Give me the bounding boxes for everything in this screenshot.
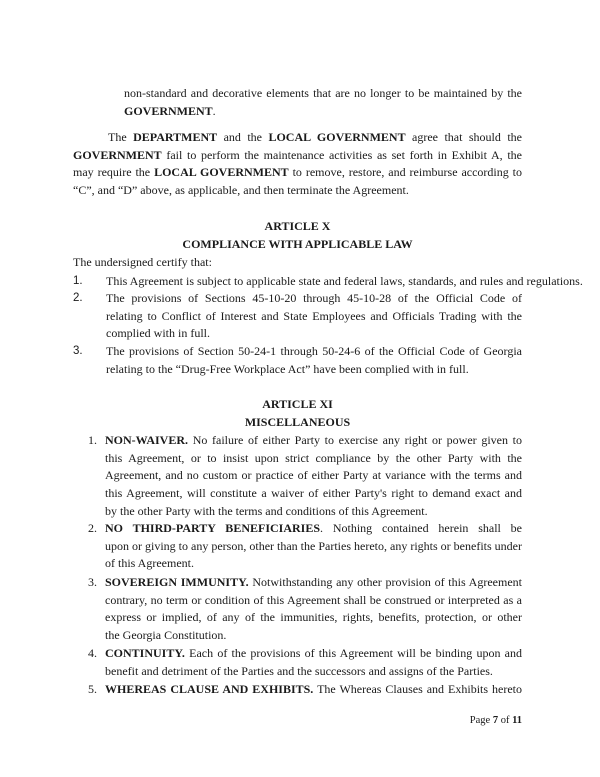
text-line (124, 85, 522, 103)
text-run: . (212, 103, 216, 118)
text-line (105, 450, 522, 468)
text-line (105, 663, 522, 681)
text-line (105, 609, 522, 627)
text-line (105, 485, 522, 503)
text-run: express or implied, of any of the immunities, rights, benefits, protection, or other (105, 610, 522, 625)
text-line (73, 182, 522, 200)
text-line (108, 129, 522, 147)
text-line (73, 254, 522, 272)
text-run: agree that should the (405, 130, 522, 145)
text-line (105, 520, 522, 538)
text-line (73, 147, 522, 165)
text-run: fail to perform the maintenance activities as set forth in Exhibit A, the (161, 147, 522, 162)
text-run: and the (217, 130, 269, 145)
page-total: 11 (512, 715, 522, 726)
section-heading: ARTICLE XI (262, 397, 333, 412)
bold-term: GOVERNMENT (73, 147, 162, 162)
text-line (106, 361, 522, 379)
text-run: “C”, and “D” above, as applicable, and then terminate the Agreement. (73, 183, 409, 197)
bold-term: SOVEREIGN IMMUNITY. (105, 575, 249, 590)
bold-term: CONTINUITY. (105, 646, 185, 661)
list-number: 2. (88, 521, 97, 536)
text-line (105, 467, 522, 485)
text-line (124, 103, 522, 121)
text-run: The provisions of Sections 45-10-20 through 45-10-28 of the Official Code of (106, 291, 522, 306)
section-heading: ARTICLE X (264, 219, 331, 234)
text-run: The Whereas Clauses and Exhibits hereto (317, 682, 522, 697)
text-line (105, 432, 522, 450)
bold-term: NO THIRD-PARTY BENEFICIARIES (105, 521, 321, 536)
page-separator: of (498, 715, 513, 726)
text-run: benefit and detriment of the Parties and the successors and assigns of the Parties. (105, 663, 493, 678)
text-line (105, 538, 522, 556)
text-run: Each of the provisions of this Agreement will be binding upon and (189, 646, 522, 661)
text-run: upon or giving to any person, other than the Parties hereto, any rights or benefits under (105, 538, 522, 553)
text-line (106, 273, 583, 291)
text-line (106, 290, 522, 308)
bold-term: WHEREAS CLAUSE AND EXHIBITS. (105, 682, 314, 697)
text-run: contrary, no term or condition of this Agreement shall be construed or interpreted as a (105, 592, 522, 607)
text-line (105, 503, 522, 521)
text-run: The undersigned certify that: (73, 255, 212, 270)
text-run: this Agreement, will constitute a waiver of either Party's right to demand exact and (105, 486, 522, 500)
text-run: may require the (73, 165, 155, 180)
text-line (106, 343, 522, 361)
list-number: 1. (73, 275, 83, 288)
text-line (105, 681, 522, 699)
text-line (105, 574, 522, 592)
page-current: 7 (492, 715, 499, 726)
text-run: relating to Conflict of Interest and State Employees and Officials Trading with the (106, 308, 522, 323)
text-run: The provisions of Section 50-24-1 through 50-24-6 of the Official Code of Georgia (106, 344, 522, 359)
page-label: Page (469, 715, 493, 726)
text-line (105, 592, 522, 610)
list-number: 5. (88, 682, 97, 697)
text-line (105, 627, 522, 645)
section-heading: MISCELLANEOUS (244, 415, 351, 430)
bold-term: GOVERNMENT (124, 103, 213, 118)
text-run: of this Agreement. (105, 556, 194, 571)
text-run: . Nothing contained herein shall be (320, 521, 522, 536)
text-line (106, 325, 522, 343)
section-heading: COMPLIANCE WITH APPLICABLE LAW (182, 237, 413, 252)
text-run: No failure of either Party to exercise any right or power given to (192, 433, 522, 448)
text-line (105, 645, 522, 663)
list-number: 4. (88, 646, 97, 661)
text-run: This Agreement is subject to applicable state and federal laws, standards, and rules and regulations. (106, 274, 583, 289)
bold-term: DEPARTMENT (133, 130, 218, 145)
text-run: complied with in full. (106, 326, 210, 341)
text-line (105, 555, 522, 573)
text-run: by the other Party with the terms and conditions of this Agreement. (105, 503, 428, 518)
text-run: this Agreement, or to insist upon strict compliance by the other Party with the (105, 450, 522, 465)
text-run: The (108, 130, 134, 145)
bold-term: LOCAL GOVERNMENT (268, 130, 406, 145)
list-number: 1. (88, 433, 97, 448)
text-run: to remove, restore, and reimburse according to (292, 165, 522, 180)
text-run: the Georgia Constitution. (105, 628, 227, 642)
bold-term: LOCAL GOVERNMENT (154, 165, 289, 180)
text-run: relating to the “Drug-Free Workplace Act” have been complied with in full. (106, 361, 469, 376)
text-run: Agreement, and no custom or practice of either Party at variance with the terms and (105, 468, 522, 483)
page-number (470, 712, 522, 730)
bold-term: NON-WAIVER. (105, 433, 189, 448)
list-number: 3. (73, 345, 83, 358)
list-number: 3. (88, 575, 97, 590)
text-line (106, 308, 522, 326)
list-number: 2. (73, 292, 83, 305)
text-run: Notwithstanding any other provision of this Agreement (252, 575, 522, 590)
text-line (73, 164, 522, 182)
text-run: non-standard and decorative elements that are no longer to be maintained by the (124, 86, 522, 101)
